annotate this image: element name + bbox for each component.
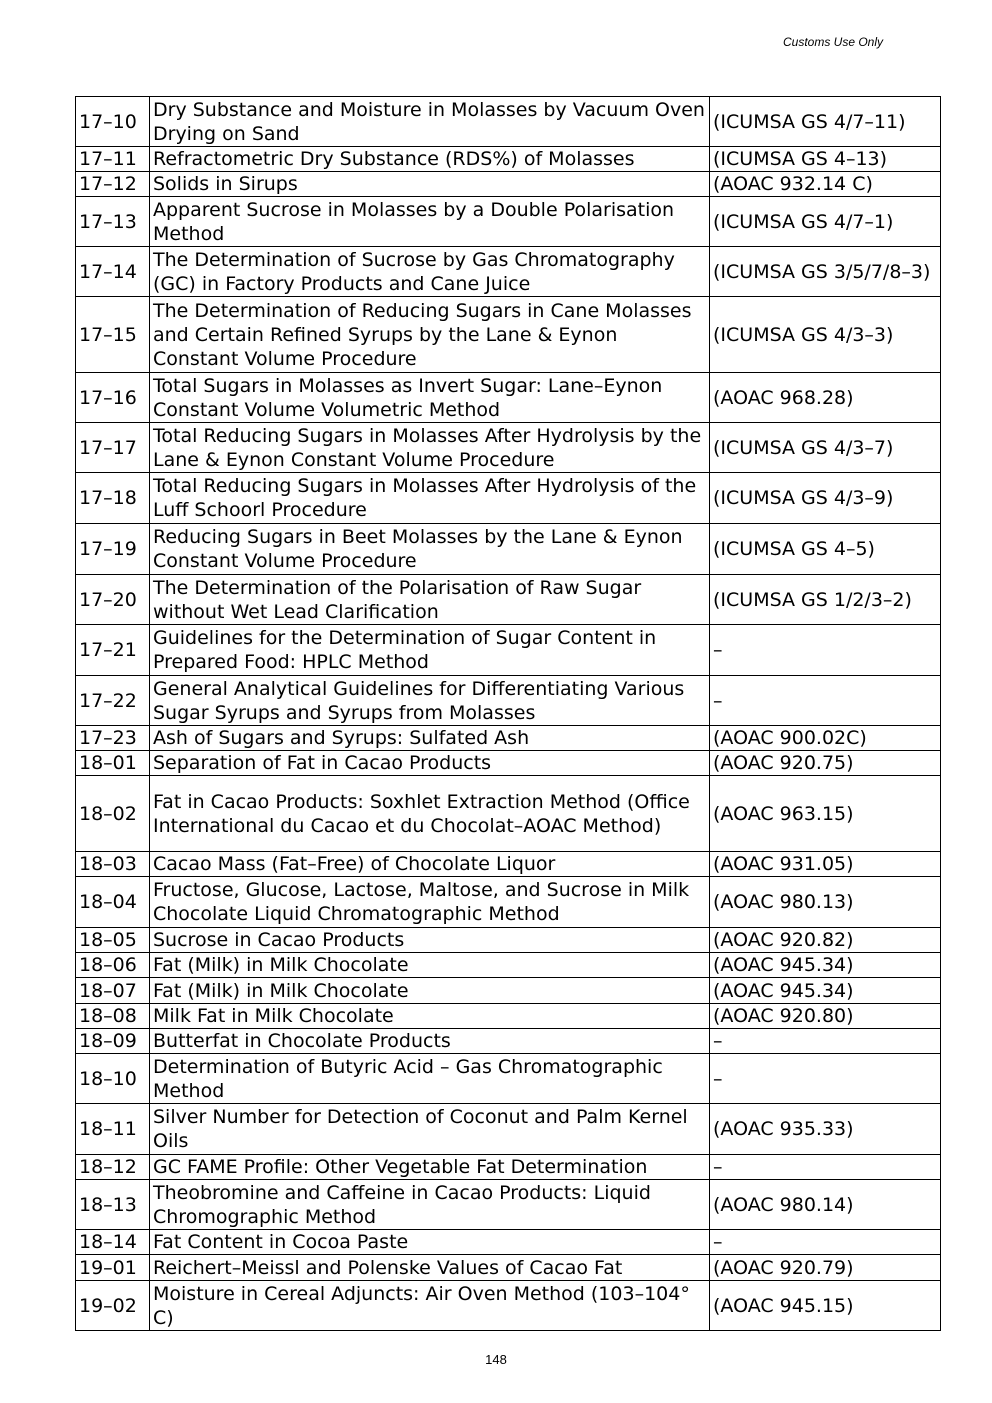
method-title: The Determination of Reducing Sugars in Cane Molasses and Certain Refined Syrups by the Lane & Eynon Constant Volume Procedure: [150, 297, 710, 373]
method-reference: –: [710, 1230, 941, 1255]
method-title: Ash of Sugars and Syrups: Sulfated Ash: [150, 726, 710, 751]
method-reference: (ICUMSA GS 4–5): [710, 524, 941, 575]
method-reference: –: [710, 1029, 941, 1054]
method-title: Refractometric Dry Substance (RDS%) of Molasses: [150, 147, 710, 172]
methods-table: [75, 96, 941, 1331]
method-reference: –: [710, 676, 941, 726]
method-reference: –: [710, 1155, 941, 1180]
method-code: 17–12: [76, 172, 150, 197]
method-title: Separation of Fat in Cacao Products: [150, 751, 710, 776]
table-row: [76, 726, 941, 751]
method-reference: (AOAC 920.75): [710, 751, 941, 776]
method-title: The Determination of Sucrose by Gas Chromatography (GC) in Factory Products and Cane Juice: [150, 247, 710, 297]
method-code: 17–10: [76, 97, 150, 147]
method-reference: (ICUMSA GS 4/3–9): [710, 473, 941, 524]
method-title: Total Reducing Sugars in Molasses After Hydrolysis by the Lane & Eynon Constant Volume Procedure: [150, 423, 710, 473]
table-row: [76, 197, 941, 247]
method-title: Sucrose in Cacao Products: [150, 928, 710, 953]
method-reference: (ICUMSA GS 4/7–1): [710, 197, 941, 247]
table-row: [76, 147, 941, 172]
method-code: 19–01: [76, 1255, 150, 1281]
method-code: 17–16: [76, 373, 150, 423]
method-reference: (AOAC 920.79): [710, 1255, 941, 1281]
method-reference: (ICUMSA GS 1/2/3–2): [710, 575, 941, 625]
method-reference: (ICUMSA GS 4/3–3): [710, 297, 941, 373]
method-code: 18–10: [76, 1054, 150, 1104]
method-code: 18–02: [76, 776, 150, 852]
table-row: [76, 1281, 941, 1331]
method-title: Fat (Milk) in Milk Chocolate: [150, 978, 710, 1004]
method-code: 17–15: [76, 297, 150, 373]
method-reference: (AOAC 980.14): [710, 1180, 941, 1230]
method-title: Reducing Sugars in Beet Molasses by the Lane & Eynon Constant Volume Procedure: [150, 524, 710, 575]
table-row: [76, 978, 941, 1004]
method-title: Butterfat in Chocolate Products: [150, 1029, 710, 1054]
method-title: Solids in Sirups: [150, 172, 710, 197]
method-code: 19–02: [76, 1281, 150, 1331]
table-row: [76, 97, 941, 147]
method-reference: (AOAC 968.28): [710, 373, 941, 423]
method-code: 18–03: [76, 852, 150, 877]
method-title: GC FAME Profile: Other Vegetable Fat Determination: [150, 1155, 710, 1180]
table-row: [76, 776, 941, 852]
method-title: Milk Fat in Milk Chocolate: [150, 1004, 710, 1029]
method-reference: (AOAC 963.15): [710, 776, 941, 852]
method-title: Moisture in Cereal Adjuncts: Air Oven Method (103–104° C): [150, 1281, 710, 1331]
method-code: 18–09: [76, 1029, 150, 1054]
method-reference: (ICUMSA GS 3/5/7/8–3): [710, 247, 941, 297]
method-reference: (AOAC 935.33): [710, 1104, 941, 1155]
method-title: Fat (Milk) in Milk Chocolate: [150, 953, 710, 978]
method-code: 17–13: [76, 197, 150, 247]
method-code: 17–19: [76, 524, 150, 575]
method-code: 17–21: [76, 625, 150, 676]
method-code: 17–20: [76, 575, 150, 625]
method-reference: (AOAC 920.80): [710, 1004, 941, 1029]
method-code: 18–13: [76, 1180, 150, 1230]
method-code: 17–23: [76, 726, 150, 751]
method-title: Dry Substance and Moisture in Molasses by Vacuum Oven Drying on Sand: [150, 97, 710, 147]
table-row: [76, 1054, 941, 1104]
method-title: Theobromine and Caffeine in Cacao Products: Liquid Chromographic Method: [150, 1180, 710, 1230]
table-row: [76, 1230, 941, 1255]
table-row: [76, 524, 941, 575]
method-title: Total Sugars in Molasses as Invert Sugar: Lane–Eynon Constant Volume Volumetric Method: [150, 373, 710, 423]
table-row: [76, 1029, 941, 1054]
method-code: 17–18: [76, 473, 150, 524]
method-code: 18–07: [76, 978, 150, 1004]
table-row: [76, 1104, 941, 1155]
method-reference: (AOAC 945.34): [710, 953, 941, 978]
method-code: 18–14: [76, 1230, 150, 1255]
table-row: [76, 423, 941, 473]
method-title: Guidelines for the Determination of Sugar Content in Prepared Food: HPLC Method: [150, 625, 710, 676]
table-row: [76, 852, 941, 877]
method-reference: (AOAC 945.15): [710, 1281, 941, 1331]
table-row: [76, 625, 941, 676]
method-code: 18–04: [76, 877, 150, 928]
method-reference: –: [710, 1054, 941, 1104]
table-row: [76, 928, 941, 953]
method-code: 18–01: [76, 751, 150, 776]
method-reference: (ICUMSA GS 4/7–11): [710, 97, 941, 147]
table-row: [76, 953, 941, 978]
method-title: Apparent Sucrose in Molasses by a Double Polarisation Method: [150, 197, 710, 247]
method-code: 18–08: [76, 1004, 150, 1029]
page-number: 148: [485, 1352, 507, 1367]
method-title: General Analytical Guidelines for Differentiating Various Sugar Syrups and Syrups from Molasses: [150, 676, 710, 726]
method-title: Cacao Mass (Fat–Free) of Chocolate Liquor: [150, 852, 710, 877]
method-code: 17–14: [76, 247, 150, 297]
method-reference: (AOAC 932.14 C): [710, 172, 941, 197]
method-title: Fat in Cacao Products: Soxhlet Extraction Method (Office International du Cacao et du Chocolat–AOAC Method): [150, 776, 710, 852]
table-row: [76, 172, 941, 197]
method-title: The Determination of the Polarisation of Raw Sugar without Wet Lead Clarification: [150, 575, 710, 625]
method-code: 17–17: [76, 423, 150, 473]
method-title: Determination of Butyric Acid – Gas Chromatographic Method: [150, 1054, 710, 1104]
table-row: [76, 247, 941, 297]
table-row: [76, 473, 941, 524]
table-row: [76, 676, 941, 726]
header-note: Customs Use Only: [783, 35, 884, 49]
method-reference: (AOAC 980.13): [710, 877, 941, 928]
table-row: [76, 751, 941, 776]
method-title: Reichert–Meissl and Polenske Values of Cacao Fat: [150, 1255, 710, 1281]
method-reference: (ICUMSA GS 4/3–7): [710, 423, 941, 473]
method-reference: (AOAC 900.02C): [710, 726, 941, 751]
method-code: 18–05: [76, 928, 150, 953]
table-row: [76, 1155, 941, 1180]
method-title: Fat Content in Cocoa Paste: [150, 1230, 710, 1255]
method-reference: (ICUMSA GS 4–13): [710, 147, 941, 172]
method-reference: (AOAC 920.82): [710, 928, 941, 953]
method-title: Fructose, Glucose, Lactose, Maltose, and Sucrose in Milk Chocolate Liquid Chromatographic Method: [150, 877, 710, 928]
table-row: [76, 575, 941, 625]
table-row: [76, 877, 941, 928]
method-code: 18–11: [76, 1104, 150, 1155]
table-row: [76, 373, 941, 423]
method-code: 18–06: [76, 953, 150, 978]
method-code: 17–11: [76, 147, 150, 172]
method-reference: –: [710, 625, 941, 676]
table-row: [76, 1255, 941, 1281]
table-row: [76, 1180, 941, 1230]
method-reference: (AOAC 931.05): [710, 852, 941, 877]
table-row: [76, 297, 941, 373]
method-title: Silver Number for Detection of Coconut and Palm Kernel Oils: [150, 1104, 710, 1155]
method-code: 17–22: [76, 676, 150, 726]
method-code: 18–12: [76, 1155, 150, 1180]
table-row: [76, 1004, 941, 1029]
methods-table-body: [76, 97, 941, 1331]
method-title: Total Reducing Sugars in Molasses After Hydrolysis of the Luff Schoorl Procedure: [150, 473, 710, 524]
method-reference: (AOAC 945.34): [710, 978, 941, 1004]
